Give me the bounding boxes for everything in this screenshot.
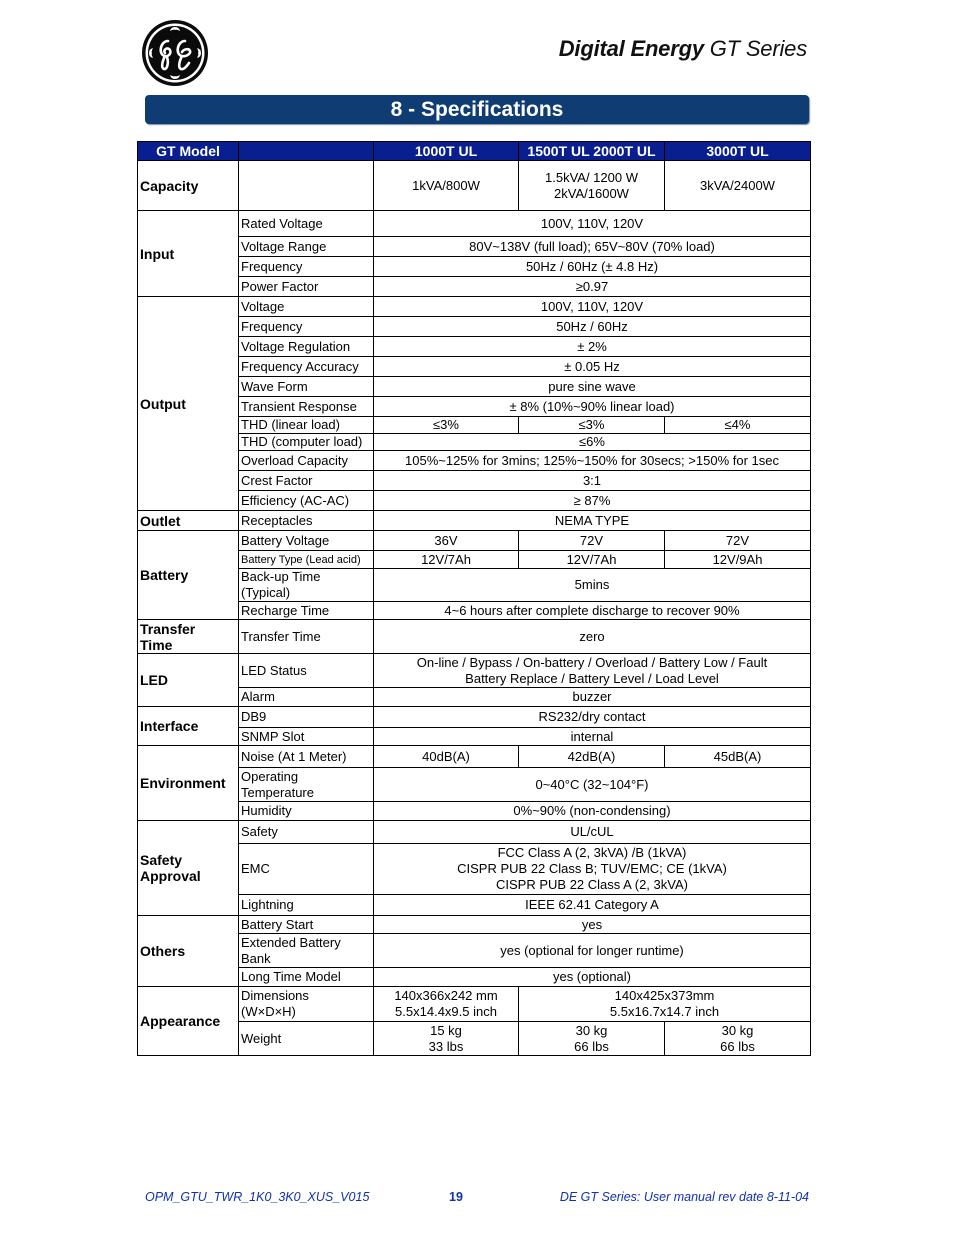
parameter-cell: LED Status — [239, 654, 374, 688]
value-cell: ≤3% — [374, 417, 519, 434]
category-cell: Environment — [138, 746, 239, 821]
value-cell: ± 8% (10%~90% linear load) — [374, 397, 811, 417]
value-cell: 40dB(A) — [374, 746, 519, 768]
footer-document-id: OPM_GTU_TWR_1K0_3K0_XUS_V015 — [145, 1190, 370, 1204]
table-row — [138, 397, 811, 417]
parameter-cell: Frequency — [239, 257, 374, 277]
parameter-cell: Dimensions (W×D×H) — [239, 987, 374, 1022]
table-row — [138, 297, 811, 317]
value-cell: 4~6 hours after complete discharge to recover 90% — [374, 602, 811, 620]
table-row — [138, 551, 811, 569]
table-row — [138, 916, 811, 934]
value-cell: 15 kg 33 lbs — [374, 1022, 519, 1056]
value-cell: 140x425x373mm 5.5x16.7x14.7 inch — [519, 987, 811, 1022]
table-row — [138, 531, 811, 551]
value-cell: 30 kg 66 lbs — [665, 1022, 811, 1056]
value-cell: 36V — [374, 531, 519, 551]
parameter-cell: Voltage — [239, 297, 374, 317]
table-row — [138, 377, 811, 397]
value-cell: 0%~90% (non-condensing) — [374, 802, 811, 821]
table-row — [138, 257, 811, 277]
table-row — [138, 237, 811, 257]
section-title: 8 - Specifications — [390, 97, 564, 121]
table-row — [138, 821, 811, 844]
value-cell: 140x366x242 mm 5.5x14.4x9.5 inch — [374, 987, 519, 1022]
value-cell: buzzer — [374, 688, 811, 707]
footer-page-number: 19 — [449, 1190, 463, 1204]
parameter-cell: Wave Form — [239, 377, 374, 397]
table-row — [138, 317, 811, 337]
category-cell: Others — [138, 916, 239, 987]
table-row — [138, 417, 811, 434]
category-cell: Outlet — [138, 511, 239, 531]
parameter-cell: Back-up Time (Typical) — [239, 569, 374, 602]
value-cell: 45dB(A) — [665, 746, 811, 768]
category-cell: Output — [138, 297, 239, 511]
brand-title — [559, 36, 807, 62]
table-row — [138, 161, 811, 211]
table-row — [138, 707, 811, 728]
section-banner — [145, 95, 809, 124]
header-cell: 3000T UL — [665, 142, 811, 161]
category-cell: Transfer Time — [138, 620, 239, 654]
table-row — [138, 934, 811, 968]
parameter-cell: THD (computer load) — [239, 434, 374, 451]
parameter-cell: Battery Start — [239, 916, 374, 934]
table-row — [138, 728, 811, 746]
parameter-cell: Recharge Time — [239, 602, 374, 620]
value-cell: internal — [374, 728, 811, 746]
value-cell: FCC Class A (2, 3kVA) /B (1kVA) CISPR PUB 22 Class B; TUV/EMC; CE (1kVA) CISPR PUB 22 Class A (2, 3kVA) — [374, 844, 811, 895]
parameter-cell: Overload Capacity — [239, 451, 374, 471]
parameter-cell: DB9 — [239, 707, 374, 728]
table-row — [138, 844, 811, 895]
parameter-cell: Voltage Range — [239, 237, 374, 257]
value-cell: RS232/dry contact — [374, 707, 811, 728]
category-cell: LED — [138, 654, 239, 707]
value-cell: ≤4% — [665, 417, 811, 434]
table-row — [138, 337, 811, 357]
table-row — [138, 688, 811, 707]
table-row — [138, 895, 811, 916]
value-cell: 3:1 — [374, 471, 811, 491]
footer-revision: DE GT Series: User manual rev date 8-11-04 — [559, 1190, 809, 1204]
value-cell: On-line / Bypass / On-battery / Overload / Battery Low / Fault Battery Replace / Battery Level / Load Level — [374, 654, 811, 688]
value-cell: zero — [374, 620, 811, 654]
value-cell: 72V — [665, 531, 811, 551]
parameter-cell: Noise (At 1 Meter) — [239, 746, 374, 768]
value-cell: ≤6% — [374, 434, 811, 451]
parameter-cell: Operating Temperature — [239, 768, 374, 802]
header-cell: GT Model — [138, 142, 239, 161]
specifications-table — [137, 141, 811, 1056]
value-cell: 80V~138V (full load); 65V~80V (70% load) — [374, 237, 811, 257]
parameter-cell: Crest Factor — [239, 471, 374, 491]
value-cell: 1kVA/800W — [374, 161, 519, 211]
table-row — [138, 471, 811, 491]
value-cell: IEEE 62.41 Category A — [374, 895, 811, 916]
parameter-cell: Receptacles — [239, 511, 374, 531]
value-cell: 100V, 110V, 120V — [374, 211, 811, 237]
table-row — [138, 746, 811, 768]
parameter-cell — [239, 161, 374, 211]
parameter-cell: Transfer Time — [239, 620, 374, 654]
category-cell: Interface — [138, 707, 239, 746]
table-row — [138, 211, 811, 237]
parameter-cell: Lightning — [239, 895, 374, 916]
value-cell: 1.5kVA/ 1200 W 2kVA/1600W — [519, 161, 665, 211]
parameter-cell: Long Time Model — [239, 968, 374, 987]
ge-logo-icon — [141, 19, 209, 87]
header-cell — [239, 142, 374, 161]
table-row — [138, 768, 811, 802]
table-row — [138, 987, 811, 1022]
value-cell: NEMA TYPE — [374, 511, 811, 531]
parameter-cell: Alarm — [239, 688, 374, 707]
parameter-cell: Power Factor — [239, 277, 374, 297]
value-cell: yes (optional for longer runtime) — [374, 934, 811, 968]
value-cell: UL/cUL — [374, 821, 811, 844]
table-row — [138, 1022, 811, 1056]
parameter-cell: THD (linear load) — [239, 417, 374, 434]
value-cell: ≤3% — [519, 417, 665, 434]
table-row — [138, 654, 811, 688]
value-cell: 50Hz / 60Hz (± 4.8 Hz) — [374, 257, 811, 277]
table-row — [138, 569, 811, 602]
parameter-cell: SNMP Slot — [239, 728, 374, 746]
value-cell: 100V, 110V, 120V — [374, 297, 811, 317]
value-cell: 12V/7Ah — [519, 551, 665, 569]
table-row — [138, 434, 811, 451]
table-row — [138, 968, 811, 987]
value-cell: 72V — [519, 531, 665, 551]
category-cell: Input — [138, 211, 239, 297]
value-cell: yes — [374, 916, 811, 934]
parameter-cell: Frequency Accuracy — [239, 357, 374, 377]
value-cell: yes (optional) — [374, 968, 811, 987]
value-cell: ± 2% — [374, 337, 811, 357]
parameter-cell: Battery Voltage — [239, 531, 374, 551]
parameter-cell: Safety — [239, 821, 374, 844]
brand-bold: Digital Energy — [558, 36, 704, 61]
header-cell: 1500T UL 2000T UL — [519, 142, 665, 161]
value-cell: 5mins — [374, 569, 811, 602]
parameter-cell: Frequency — [239, 317, 374, 337]
value-cell: 50Hz / 60Hz — [374, 317, 811, 337]
parameter-cell: Efficiency (AC-AC) — [239, 491, 374, 511]
value-cell: 12V/9Ah — [665, 551, 811, 569]
table-header-row — [138, 142, 811, 161]
header-cell: 1000T UL — [374, 142, 519, 161]
value-cell: ± 0.05 Hz — [374, 357, 811, 377]
value-cell: 3kVA/2400W — [665, 161, 811, 211]
parameter-cell: Weight — [239, 1022, 374, 1056]
table-row — [138, 511, 811, 531]
category-cell: Safety Approval — [138, 821, 239, 916]
value-cell: 30 kg 66 lbs — [519, 1022, 665, 1056]
parameter-cell: Rated Voltage — [239, 211, 374, 237]
parameter-cell: Humidity — [239, 802, 374, 821]
value-cell: pure sine wave — [374, 377, 811, 397]
value-cell: 105%~125% for 3mins; 125%~150% for 30secs; >150% for 1sec — [374, 451, 811, 471]
brand-rest: GT Series — [703, 36, 807, 61]
value-cell: 42dB(A) — [519, 746, 665, 768]
table-row — [138, 620, 811, 654]
value-cell: 0~40°C (32~104°F) — [374, 768, 811, 802]
table-row — [138, 357, 811, 377]
value-cell: ≥0.97 — [374, 277, 811, 297]
table-body — [138, 161, 811, 1056]
table-row — [138, 277, 811, 297]
category-cell: Capacity — [138, 161, 239, 211]
parameter-cell: Transient Response — [239, 397, 374, 417]
value-cell: 12V/7Ah — [374, 551, 519, 569]
parameter-cell: EMC — [239, 844, 374, 895]
table-row — [138, 451, 811, 471]
value-cell: ≥ 87% — [374, 491, 811, 511]
category-cell: Appearance — [138, 987, 239, 1056]
table-row — [138, 602, 811, 620]
table-row — [138, 802, 811, 821]
parameter-cell: Battery Type (Lead acid) — [239, 551, 374, 569]
category-cell: Battery — [138, 531, 239, 620]
table-row — [138, 491, 811, 511]
parameter-cell: Extended Battery Bank — [239, 934, 374, 968]
parameter-cell: Voltage Regulation — [239, 337, 374, 357]
